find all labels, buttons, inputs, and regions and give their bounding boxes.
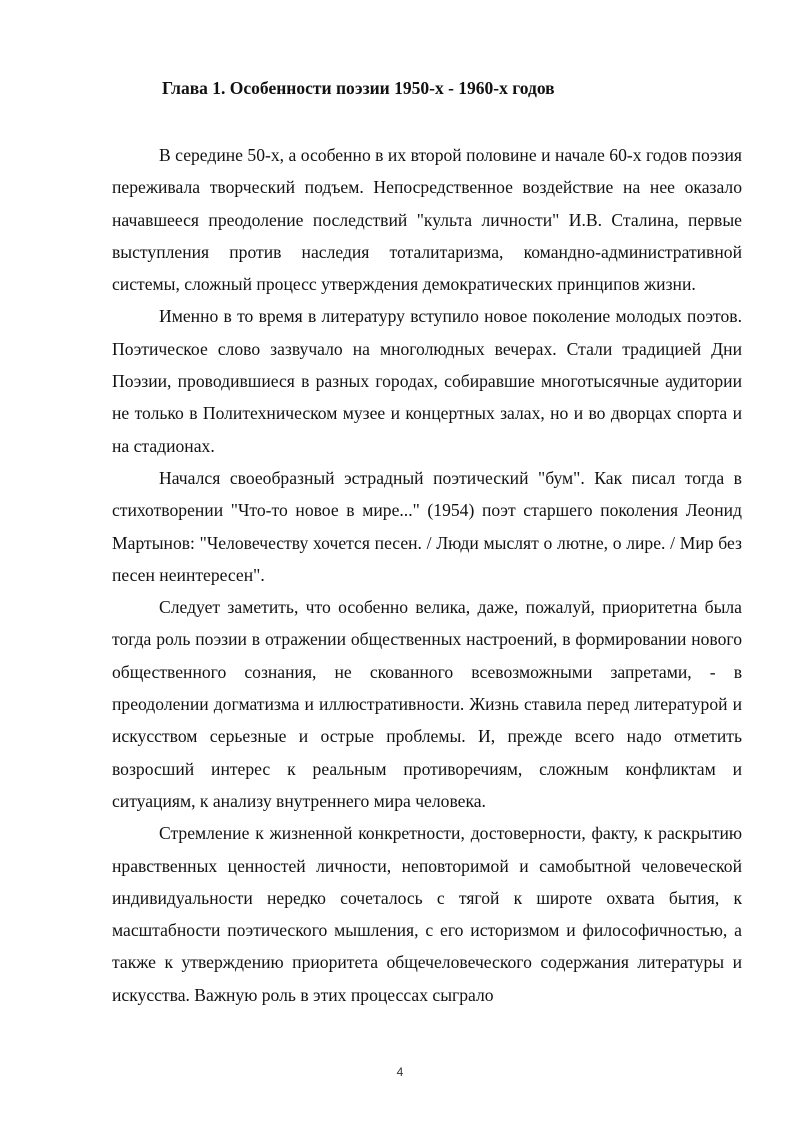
paragraph-4: Следует заметить, что особенно велика, даже, пожалуй, приоритетна была тогда роль поэзии в отражении общественных настроений, в формировании нового общественного сознания, не скованного всевозможными запретами, - в преодолении догматизма и иллюстративности. Жизнь ставила перед литературой и искусством серьезные и острые проблемы. И, прежде всего надо отметить возросший интерес к реальным противоречиям, сложным конфликтам и ситуациям, к анализу внутреннего мира человека. <box>112 597 742 811</box>
document-body <box>112 139 742 1011</box>
paragraph-5: Стремление к жизненной конкретности, достоверности, факту, к раскрытию нравственных ценностей личности, неповторимой и самобытной человеческой индивидуальности нередко сочеталось с тягой к широте охвата бытия, к масштабности поэтического мышления, с его историзмом и философичностью, а также к утверждению приоритета общечеловеческого содержания литературы и искусства. Важную роль в этих процессах сыграло <box>112 823 742 1005</box>
page-number: 4 <box>396 1065 404 1079</box>
chapter-heading: Глава 1. Особенности поэзии 1950-х - 1960-х годов <box>162 78 555 98</box>
paragraph-2: Именно в то время в литературу вступило новое поколение молодых поэтов. Поэтическое слово зазвучало на многолюдных вечерах. Стали традицией Дни Поэзии, проводившиеся в разных городах, собиравшие многотысячные аудитории не только в Политехническом музее и концертных залах, но и во дворцах спорта и на стадионах. <box>112 306 742 456</box>
paragraph-3: Начался своеобразный эстрадный поэтический "бум". Как писал тогда в стихотворении "Что-то новое в мире..." (1954) поэт старшего поколения Леонид Мартынов: "Человечеству хочется песен. / Люди мыслят о лютне, о лире. / Мир без песен неинтересен". <box>112 467 742 585</box>
paragraph-1: В середине 50-х, а особенно в их второй половине и начале 60-х годов поэзия переживала творческий подъем. Непосредственное воздействие на нее оказало начавшееся преодоление последствий "культа личности" И.В. Сталина, первые выступления против наследия тоталитаризма, командно-административной системы, сложный процесс утверждения демократических принципов жизни. <box>112 145 742 295</box>
